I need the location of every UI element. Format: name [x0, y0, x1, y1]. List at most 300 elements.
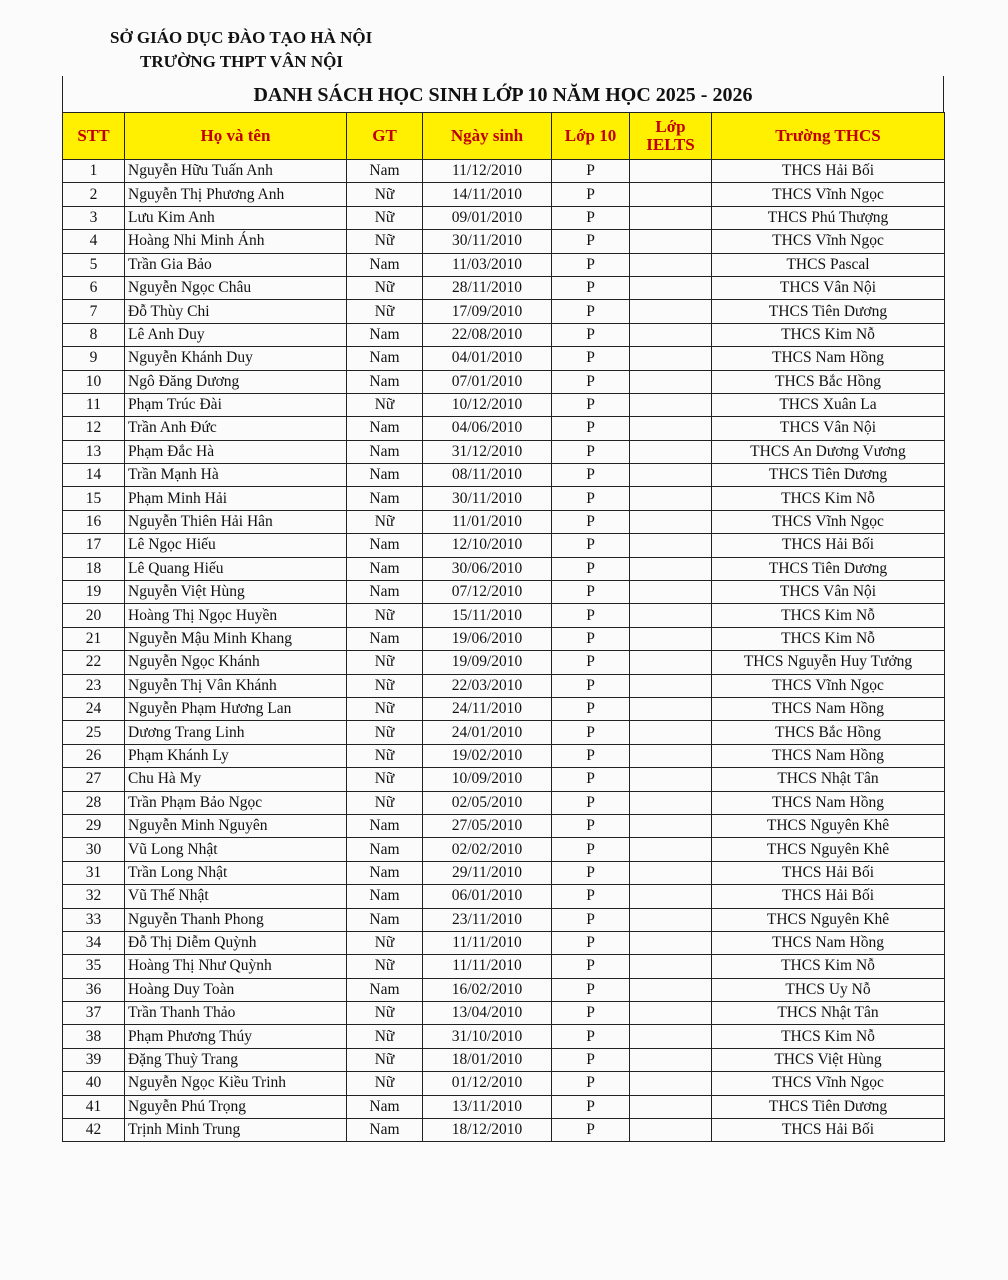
table-row [63, 487, 945, 510]
cell-ielts [630, 370, 712, 393]
cell-school: THCS Nam Hồng [712, 347, 945, 370]
cell-school: THCS Tiên Dương [712, 464, 945, 487]
cell-class10: P [552, 1072, 630, 1095]
cell-ielts [630, 487, 712, 510]
table-row [63, 885, 945, 908]
table-row [63, 370, 945, 393]
cell-ielts [630, 230, 712, 253]
cell-school: THCS Phú Thượng [712, 206, 945, 229]
school-name: TRƯỜNG THPT VÂN NỘI [140, 52, 343, 71]
cell-school: THCS Pascal [712, 253, 945, 276]
table-header-row [63, 113, 945, 160]
cell-class10: P [552, 510, 630, 533]
cell-class10: P [552, 768, 630, 791]
student-table [62, 112, 945, 1142]
cell-ielts [630, 160, 712, 183]
cell-name: Nguyễn Ngọc Châu [125, 276, 347, 299]
cell-name: Phạm Khánh Ly [125, 744, 347, 767]
cell-ielts [630, 1119, 712, 1142]
cell-gender: Nam [347, 347, 423, 370]
table-row [63, 206, 945, 229]
cell-class10: P [552, 230, 630, 253]
cell-ielts [630, 1002, 712, 1025]
table-row [63, 183, 945, 206]
cell-dob: 10/09/2010 [423, 768, 552, 791]
cell-gender: Nam [347, 323, 423, 346]
cell-class10: P [552, 814, 630, 837]
cell-dob: 18/01/2010 [423, 1048, 552, 1071]
cell-dob: 31/10/2010 [423, 1025, 552, 1048]
cell-name: Nguyễn Mậu Minh Khang [125, 627, 347, 650]
cell-stt: 12 [63, 417, 125, 440]
cell-name: Nguyễn Hữu Tuấn Anh [125, 160, 347, 183]
cell-ielts [630, 464, 712, 487]
cell-name: Trần Phạm Bảo Ngọc [125, 791, 347, 814]
cell-name: Nguyễn Việt Hùng [125, 581, 347, 604]
table-row [63, 838, 945, 861]
cell-name: Trần Gia Bảo [125, 253, 347, 276]
cell-name: Nguyễn Ngọc Khánh [125, 651, 347, 674]
cell-stt: 16 [63, 510, 125, 533]
cell-ielts [630, 721, 712, 744]
cell-school: THCS Kim Nỗ [712, 627, 945, 650]
cell-ielts [630, 861, 712, 884]
cell-gender: Nam [347, 908, 423, 931]
cell-gender: Nữ [347, 791, 423, 814]
table-row [63, 768, 945, 791]
table-row [63, 1072, 945, 1095]
table-row [63, 300, 945, 323]
col-header-ielts [630, 113, 712, 160]
cell-ielts [630, 791, 712, 814]
cell-stt: 21 [63, 627, 125, 650]
cell-name: Trần Long Nhật [125, 861, 347, 884]
table-row [63, 510, 945, 533]
cell-school: THCS Vĩnh Ngọc [712, 510, 945, 533]
cell-gender: Nữ [347, 276, 423, 299]
cell-gender: Nữ [347, 697, 423, 720]
cell-stt: 13 [63, 440, 125, 463]
col-header-ielts-line2: IELTS [646, 135, 695, 154]
cell-name: Phạm Minh Hải [125, 487, 347, 510]
table-row [63, 464, 945, 487]
cell-ielts [630, 347, 712, 370]
cell-dob: 07/01/2010 [423, 370, 552, 393]
cell-ielts [630, 814, 712, 837]
cell-name: Trần Mạnh Hà [125, 464, 347, 487]
table-row [63, 978, 945, 1001]
col-header-stt: STT [63, 113, 125, 160]
cell-school: THCS Hải Bối [712, 1119, 945, 1142]
col-header-name: Họ và tên [125, 113, 347, 160]
cell-gender: Nữ [347, 1072, 423, 1095]
cell-ielts [630, 417, 712, 440]
document-header [110, 26, 372, 74]
cell-dob: 11/01/2010 [423, 510, 552, 533]
cell-school: THCS Hải Bối [712, 861, 945, 884]
cell-name: Lưu Kim Anh [125, 206, 347, 229]
cell-ielts [630, 1072, 712, 1095]
cell-dob: 04/06/2010 [423, 417, 552, 440]
cell-gender: Nữ [347, 1002, 423, 1025]
cell-stt: 29 [63, 814, 125, 837]
table-row [63, 1025, 945, 1048]
cell-dob: 24/11/2010 [423, 697, 552, 720]
cell-gender: Nam [347, 1095, 423, 1118]
table-row [63, 674, 945, 697]
table-row [63, 955, 945, 978]
cell-class10: P [552, 253, 630, 276]
cell-ielts [630, 768, 712, 791]
cell-school: THCS Vĩnh Ngọc [712, 1072, 945, 1095]
cell-dob: 04/01/2010 [423, 347, 552, 370]
cell-gender: Nam [347, 581, 423, 604]
col-header-school: Trường THCS [712, 113, 945, 160]
cell-ielts [630, 1048, 712, 1071]
cell-name: Hoàng Duy Toàn [125, 978, 347, 1001]
cell-ielts [630, 323, 712, 346]
cell-gender: Nữ [347, 393, 423, 416]
cell-class10: P [552, 861, 630, 884]
cell-gender: Nam [347, 370, 423, 393]
student-list-sheet [62, 76, 944, 1142]
table-row [63, 814, 945, 837]
cell-stt: 33 [63, 908, 125, 931]
cell-name: Nguyễn Thanh Phong [125, 908, 347, 931]
cell-class10: P [552, 885, 630, 908]
cell-ielts [630, 955, 712, 978]
cell-stt: 19 [63, 581, 125, 604]
table-row [63, 160, 945, 183]
table-row [63, 393, 945, 416]
cell-school: THCS Nam Hồng [712, 744, 945, 767]
cell-class10: P [552, 931, 630, 954]
cell-dob: 08/11/2010 [423, 464, 552, 487]
department-name: SỞ GIÁO DỤC ĐÀO TẠO HÀ NỘI [110, 28, 373, 47]
cell-stt: 3 [63, 206, 125, 229]
cell-name: Lê Anh Duy [125, 323, 347, 346]
cell-ielts [630, 300, 712, 323]
table-row [63, 1095, 945, 1118]
cell-class10: P [552, 440, 630, 463]
cell-dob: 30/11/2010 [423, 487, 552, 510]
cell-dob: 23/11/2010 [423, 908, 552, 931]
cell-ielts [630, 885, 712, 908]
cell-class10: P [552, 978, 630, 1001]
cell-stt: 25 [63, 721, 125, 744]
cell-school: THCS Tiên Dương [712, 1095, 945, 1118]
cell-school: THCS Nam Hồng [712, 791, 945, 814]
cell-stt: 31 [63, 861, 125, 884]
cell-class10: P [552, 464, 630, 487]
cell-school: THCS Xuân La [712, 393, 945, 416]
table-row [63, 347, 945, 370]
cell-class10: P [552, 838, 630, 861]
cell-gender: Nam [347, 838, 423, 861]
cell-school: THCS An Dương Vương [712, 440, 945, 463]
col-header-class10: Lớp 10 [552, 113, 630, 160]
cell-gender: Nữ [347, 510, 423, 533]
cell-gender: Nam [347, 417, 423, 440]
cell-stt: 26 [63, 744, 125, 767]
cell-name: Trần Anh Đức [125, 417, 347, 440]
cell-class10: P [552, 1025, 630, 1048]
cell-stt: 27 [63, 768, 125, 791]
table-row [63, 323, 945, 346]
cell-stt: 36 [63, 978, 125, 1001]
cell-class10: P [552, 581, 630, 604]
table-row [63, 931, 945, 954]
cell-name: Nguyễn Ngọc Kiều Trinh [125, 1072, 347, 1095]
cell-class10: P [552, 417, 630, 440]
cell-name: Dương Trang Linh [125, 721, 347, 744]
cell-dob: 30/06/2010 [423, 557, 552, 580]
cell-school: THCS Kim Nỗ [712, 955, 945, 978]
table-row [63, 417, 945, 440]
cell-ielts [630, 1025, 712, 1048]
cell-name: Hoàng Nhi Minh Ánh [125, 230, 347, 253]
cell-class10: P [552, 557, 630, 580]
table-row [63, 557, 945, 580]
cell-ielts [630, 651, 712, 674]
cell-ielts [630, 697, 712, 720]
cell-class10: P [552, 744, 630, 767]
cell-stt: 23 [63, 674, 125, 697]
cell-class10: P [552, 1048, 630, 1071]
cell-dob: 14/11/2010 [423, 183, 552, 206]
cell-class10: P [552, 908, 630, 931]
cell-stt: 28 [63, 791, 125, 814]
cell-ielts [630, 510, 712, 533]
cell-stt: 39 [63, 1048, 125, 1071]
cell-school: THCS Kim Nỗ [712, 1025, 945, 1048]
cell-ielts [630, 931, 712, 954]
cell-dob: 02/05/2010 [423, 791, 552, 814]
cell-ielts [630, 581, 712, 604]
table-body [63, 160, 945, 1142]
cell-stt: 9 [63, 347, 125, 370]
cell-ielts [630, 534, 712, 557]
cell-school: THCS Kim Nỗ [712, 604, 945, 627]
cell-gender: Nam [347, 464, 423, 487]
cell-gender: Nữ [347, 674, 423, 697]
cell-class10: P [552, 1095, 630, 1118]
cell-dob: 06/01/2010 [423, 885, 552, 908]
table-row [63, 440, 945, 463]
cell-class10: P [552, 393, 630, 416]
cell-school: THCS Vân Nội [712, 276, 945, 299]
cell-gender: Nam [347, 885, 423, 908]
cell-school: THCS Nam Hồng [712, 697, 945, 720]
cell-dob: 12/10/2010 [423, 534, 552, 557]
cell-stt: 34 [63, 931, 125, 954]
table-row [63, 1048, 945, 1071]
cell-name: Nguyễn Khánh Duy [125, 347, 347, 370]
cell-gender: Nữ [347, 744, 423, 767]
cell-school: THCS Nhật Tân [712, 768, 945, 791]
cell-dob: 11/11/2010 [423, 955, 552, 978]
cell-stt: 35 [63, 955, 125, 978]
cell-name: Nguyễn Thị Phương Anh [125, 183, 347, 206]
cell-dob: 19/02/2010 [423, 744, 552, 767]
cell-dob: 01/12/2010 [423, 1072, 552, 1095]
cell-name: Nguyễn Thiên Hải Hân [125, 510, 347, 533]
table-row [63, 861, 945, 884]
cell-stt: 38 [63, 1025, 125, 1048]
cell-dob: 28/11/2010 [423, 276, 552, 299]
cell-school: THCS Tiên Dương [712, 300, 945, 323]
cell-school: THCS Hải Bối [712, 885, 945, 908]
cell-dob: 30/11/2010 [423, 230, 552, 253]
cell-class10: P [552, 955, 630, 978]
cell-gender: Nam [347, 160, 423, 183]
cell-gender: Nam [347, 487, 423, 510]
cell-dob: 27/05/2010 [423, 814, 552, 837]
cell-class10: P [552, 160, 630, 183]
cell-name: Trịnh Minh Trung [125, 1119, 347, 1142]
cell-name: Chu Hà My [125, 768, 347, 791]
cell-school: THCS Nguyên Khê [712, 908, 945, 931]
cell-name: Vũ Long Nhật [125, 838, 347, 861]
table-row [63, 276, 945, 299]
cell-stt: 22 [63, 651, 125, 674]
cell-dob: 11/11/2010 [423, 931, 552, 954]
cell-stt: 7 [63, 300, 125, 323]
cell-name: Trần Thanh Thảo [125, 1002, 347, 1025]
cell-gender: Nam [347, 1119, 423, 1142]
cell-stt: 8 [63, 323, 125, 346]
cell-class10: P [552, 206, 630, 229]
cell-gender: Nữ [347, 183, 423, 206]
cell-ielts [630, 744, 712, 767]
cell-school: THCS Vĩnh Ngọc [712, 674, 945, 697]
cell-class10: P [552, 183, 630, 206]
cell-gender: Nam [347, 627, 423, 650]
table-row [63, 627, 945, 650]
cell-stt: 1 [63, 160, 125, 183]
cell-school: THCS Vân Nội [712, 581, 945, 604]
cell-ielts [630, 978, 712, 1001]
cell-class10: P [552, 323, 630, 346]
table-row [63, 534, 945, 557]
cell-gender: Nam [347, 978, 423, 1001]
cell-class10: P [552, 651, 630, 674]
table-row [63, 1119, 945, 1142]
cell-class10: P [552, 627, 630, 650]
cell-name: Lê Ngọc Hiếu [125, 534, 347, 557]
cell-school: THCS Bắc Hồng [712, 370, 945, 393]
cell-school: THCS Vĩnh Ngọc [712, 183, 945, 206]
cell-dob: 13/04/2010 [423, 1002, 552, 1025]
cell-dob: 07/12/2010 [423, 581, 552, 604]
cell-gender: Nam [347, 861, 423, 884]
cell-gender: Nữ [347, 955, 423, 978]
cell-stt: 24 [63, 697, 125, 720]
cell-name: Nguyễn Thị Vân Khánh [125, 674, 347, 697]
cell-stt: 32 [63, 885, 125, 908]
cell-school: THCS Vân Nội [712, 417, 945, 440]
cell-stt: 17 [63, 534, 125, 557]
cell-school: THCS Kim Nỗ [712, 323, 945, 346]
cell-dob: 22/03/2010 [423, 674, 552, 697]
cell-gender: Nữ [347, 1025, 423, 1048]
cell-stt: 4 [63, 230, 125, 253]
cell-class10: P [552, 347, 630, 370]
cell-dob: 24/01/2010 [423, 721, 552, 744]
cell-ielts [630, 908, 712, 931]
cell-name: Hoàng Thị Ngọc Huyền [125, 604, 347, 627]
cell-dob: 17/09/2010 [423, 300, 552, 323]
cell-ielts [630, 1095, 712, 1118]
table-row [63, 744, 945, 767]
cell-school: THCS Hải Bối [712, 160, 945, 183]
cell-stt: 30 [63, 838, 125, 861]
cell-class10: P [552, 276, 630, 299]
cell-name: Nguyễn Minh Nguyên [125, 814, 347, 837]
cell-stt: 20 [63, 604, 125, 627]
col-header-ielts-line1: Lớp [655, 117, 686, 136]
cell-dob: 22/08/2010 [423, 323, 552, 346]
cell-school: THCS Vĩnh Ngọc [712, 230, 945, 253]
cell-gender: Nữ [347, 651, 423, 674]
cell-school: THCS Việt Hùng [712, 1048, 945, 1071]
cell-stt: 6 [63, 276, 125, 299]
cell-dob: 13/11/2010 [423, 1095, 552, 1118]
cell-stt: 42 [63, 1119, 125, 1142]
cell-name: Đỗ Thùy Chi [125, 300, 347, 323]
table-row [63, 908, 945, 931]
cell-ielts [630, 206, 712, 229]
cell-stt: 5 [63, 253, 125, 276]
cell-stt: 2 [63, 183, 125, 206]
cell-school: THCS Nguyễn Huy Tưởng [712, 651, 945, 674]
table-row [63, 651, 945, 674]
cell-gender: Nữ [347, 300, 423, 323]
cell-school: THCS Nam Hồng [712, 931, 945, 954]
cell-ielts [630, 838, 712, 861]
cell-stt: 10 [63, 370, 125, 393]
cell-gender: Nam [347, 557, 423, 580]
cell-gender: Nữ [347, 768, 423, 791]
cell-ielts [630, 440, 712, 463]
cell-dob: 02/02/2010 [423, 838, 552, 861]
cell-class10: P [552, 1002, 630, 1025]
cell-dob: 15/11/2010 [423, 604, 552, 627]
cell-stt: 11 [63, 393, 125, 416]
cell-class10: P [552, 487, 630, 510]
cell-name: Vũ Thế Nhật [125, 885, 347, 908]
cell-ielts [630, 674, 712, 697]
cell-class10: P [552, 370, 630, 393]
cell-ielts [630, 627, 712, 650]
col-header-dob: Ngày sinh [423, 113, 552, 160]
cell-dob: 09/01/2010 [423, 206, 552, 229]
cell-gender: Nam [347, 814, 423, 837]
table-row [63, 791, 945, 814]
cell-name: Đỗ Thị Diễm Quỳnh [125, 931, 347, 954]
cell-gender: Nữ [347, 604, 423, 627]
cell-name: Phạm Phương Thúy [125, 1025, 347, 1048]
sheet-title: DANH SÁCH HỌC SINH LỚP 10 NĂM HỌC 2025 - 2026 [62, 76, 944, 112]
cell-class10: P [552, 300, 630, 323]
cell-school: THCS Nguyên Khê [712, 814, 945, 837]
cell-class10: P [552, 1119, 630, 1142]
cell-stt: 18 [63, 557, 125, 580]
cell-school: THCS Hải Bối [712, 534, 945, 557]
cell-gender: Nữ [347, 721, 423, 744]
cell-dob: 11/12/2010 [423, 160, 552, 183]
cell-name: Hoàng Thị Như Quỳnh [125, 955, 347, 978]
